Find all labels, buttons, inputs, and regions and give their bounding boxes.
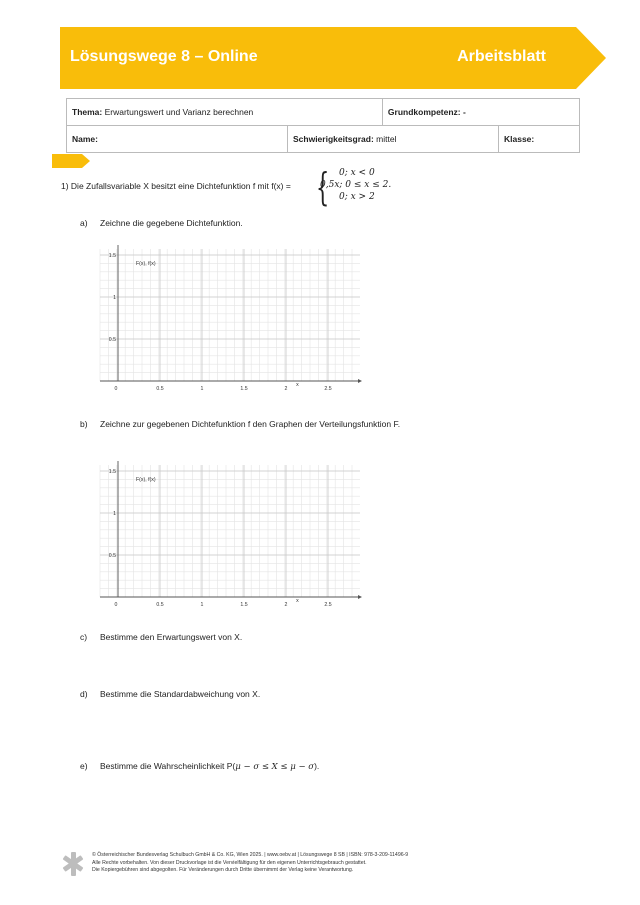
case-2: 0,5x; 0 ≤ x ≤ 2. bbox=[320, 180, 392, 190]
footer-line-2: Alle Rechte vorbehalten. Von dieser Druckvorlage ist die Vervielfältigung für den eigenen Unterrichtsgebrauch gestattet. bbox=[92, 859, 367, 866]
x-tick-label: 1 bbox=[200, 386, 204, 392]
y-tick-label: 1.5 bbox=[108, 253, 116, 259]
grundkompetenz-cell bbox=[382, 99, 579, 126]
x-tick-label: 2.5 bbox=[324, 602, 332, 608]
y-tick-label: 1.5 bbox=[108, 469, 116, 475]
subtask-b-letter: b) bbox=[80, 419, 88, 429]
klasse-label: Klasse: bbox=[504, 134, 535, 144]
subtask-e-math: μ − σ ≤ X ≤ μ − σ bbox=[235, 762, 315, 772]
x-axis-arrow bbox=[358, 595, 362, 599]
grid-a-svg[interactable] bbox=[98, 243, 362, 396]
schwierigkeit-label: Schwierigkeitsgrad: bbox=[293, 134, 374, 144]
x-tick-label: 1.5 bbox=[240, 386, 248, 392]
x-axis-label: x bbox=[296, 382, 299, 388]
publisher-logo bbox=[62, 852, 84, 876]
grid-b-svg[interactable] bbox=[98, 459, 362, 612]
grundkompetenz-label: Grundkompetenz: - bbox=[387, 107, 466, 117]
x-tick-label: 2.5 bbox=[324, 386, 332, 392]
y-tick-label: 0.5 bbox=[108, 337, 116, 343]
subtask-d-text: Bestimme die Standardabweichung von X. bbox=[100, 689, 261, 699]
x-tick-label: 0.5 bbox=[156, 602, 164, 608]
name-cell[interactable] bbox=[67, 126, 288, 153]
subtask-e-letter: e) bbox=[80, 761, 88, 771]
thema-cell bbox=[67, 99, 383, 126]
subtask-b-text: Zeichne zur gegebenen Dichtefunktion f den Graphen der Verteilungsfunktion F. bbox=[100, 419, 401, 429]
coordinate-grid-b[interactable] bbox=[98, 459, 362, 617]
subtask-a-letter: a) bbox=[80, 218, 88, 228]
y-tick-label: 1 bbox=[113, 511, 116, 517]
schwierigkeit-value: mittel bbox=[376, 134, 397, 144]
thema-value: Erwartungswert und Varianz berechnen bbox=[104, 107, 254, 117]
subtask-e-tail: ). bbox=[314, 761, 320, 771]
name-label: Name: bbox=[72, 134, 98, 144]
subtask-c-text: Bestimme den Erwartungswert von X. bbox=[100, 632, 243, 642]
case-1: 0; x < 0 bbox=[339, 168, 375, 178]
x-axis-label: x bbox=[296, 598, 299, 604]
x-axis-arrow bbox=[358, 379, 362, 383]
subtask-e-prefix: Bestimme die Wahrscheinlichkeit P( bbox=[100, 761, 236, 771]
x-tick-label: 1 bbox=[200, 602, 204, 608]
subtask-c-letter: c) bbox=[80, 632, 88, 642]
y-tick-label: 1 bbox=[113, 295, 116, 301]
x-tick-label: 2 bbox=[284, 386, 288, 392]
y-axis-label: F(x), f(x) bbox=[136, 261, 156, 267]
thema-label: Thema: bbox=[72, 107, 103, 117]
piecewise-brace: { bbox=[316, 165, 330, 209]
x-tick-label: 0.5 bbox=[156, 386, 164, 392]
y-tick-label: 0.5 bbox=[108, 553, 116, 559]
header-banner bbox=[60, 27, 606, 89]
coordinate-grid-a[interactable] bbox=[98, 243, 362, 401]
footer-line-3: Die Kopiergebühren sind abgegolten. Für Veränderungen durch Dritte übernimmt der Verlag keine Verantwortung. bbox=[92, 867, 354, 874]
y-axis-label: F(x), f(x) bbox=[136, 477, 156, 483]
section-tab-marker bbox=[52, 154, 92, 168]
task1-intro: 1) Die Zufallsvariable X besitzt eine Dichtefunktion f mit f(x) = bbox=[61, 181, 291, 191]
header-title: Lösungswege 8 – Online bbox=[70, 48, 258, 65]
x-tick-label: 0 bbox=[114, 386, 118, 392]
footer-line-1: © Österreichischer Bundesverlag Schulbuch GmbH & Co. KG, Wien 2025. | www.oebv.at | Lösungswege 8 SB | ISBN: 978-3-209-11496-9 bbox=[92, 852, 409, 858]
schwierigkeit-cell bbox=[288, 126, 499, 153]
x-tick-label: 1.5 bbox=[240, 602, 248, 608]
case-3: 0; x > 2 bbox=[339, 192, 375, 202]
klasse-cell[interactable] bbox=[499, 126, 580, 153]
x-tick-label: 2 bbox=[284, 602, 288, 608]
x-tick-label: 0 bbox=[114, 602, 118, 608]
subtask-e-text bbox=[100, 761, 319, 772]
footer bbox=[92, 852, 408, 875]
header-doc-type: Arbeitsblatt bbox=[457, 48, 546, 65]
subtask-d-letter: d) bbox=[80, 689, 88, 699]
subtask-a-text: Zeichne die gegebene Dichtefunktion. bbox=[100, 218, 243, 228]
meta-table bbox=[66, 98, 580, 153]
